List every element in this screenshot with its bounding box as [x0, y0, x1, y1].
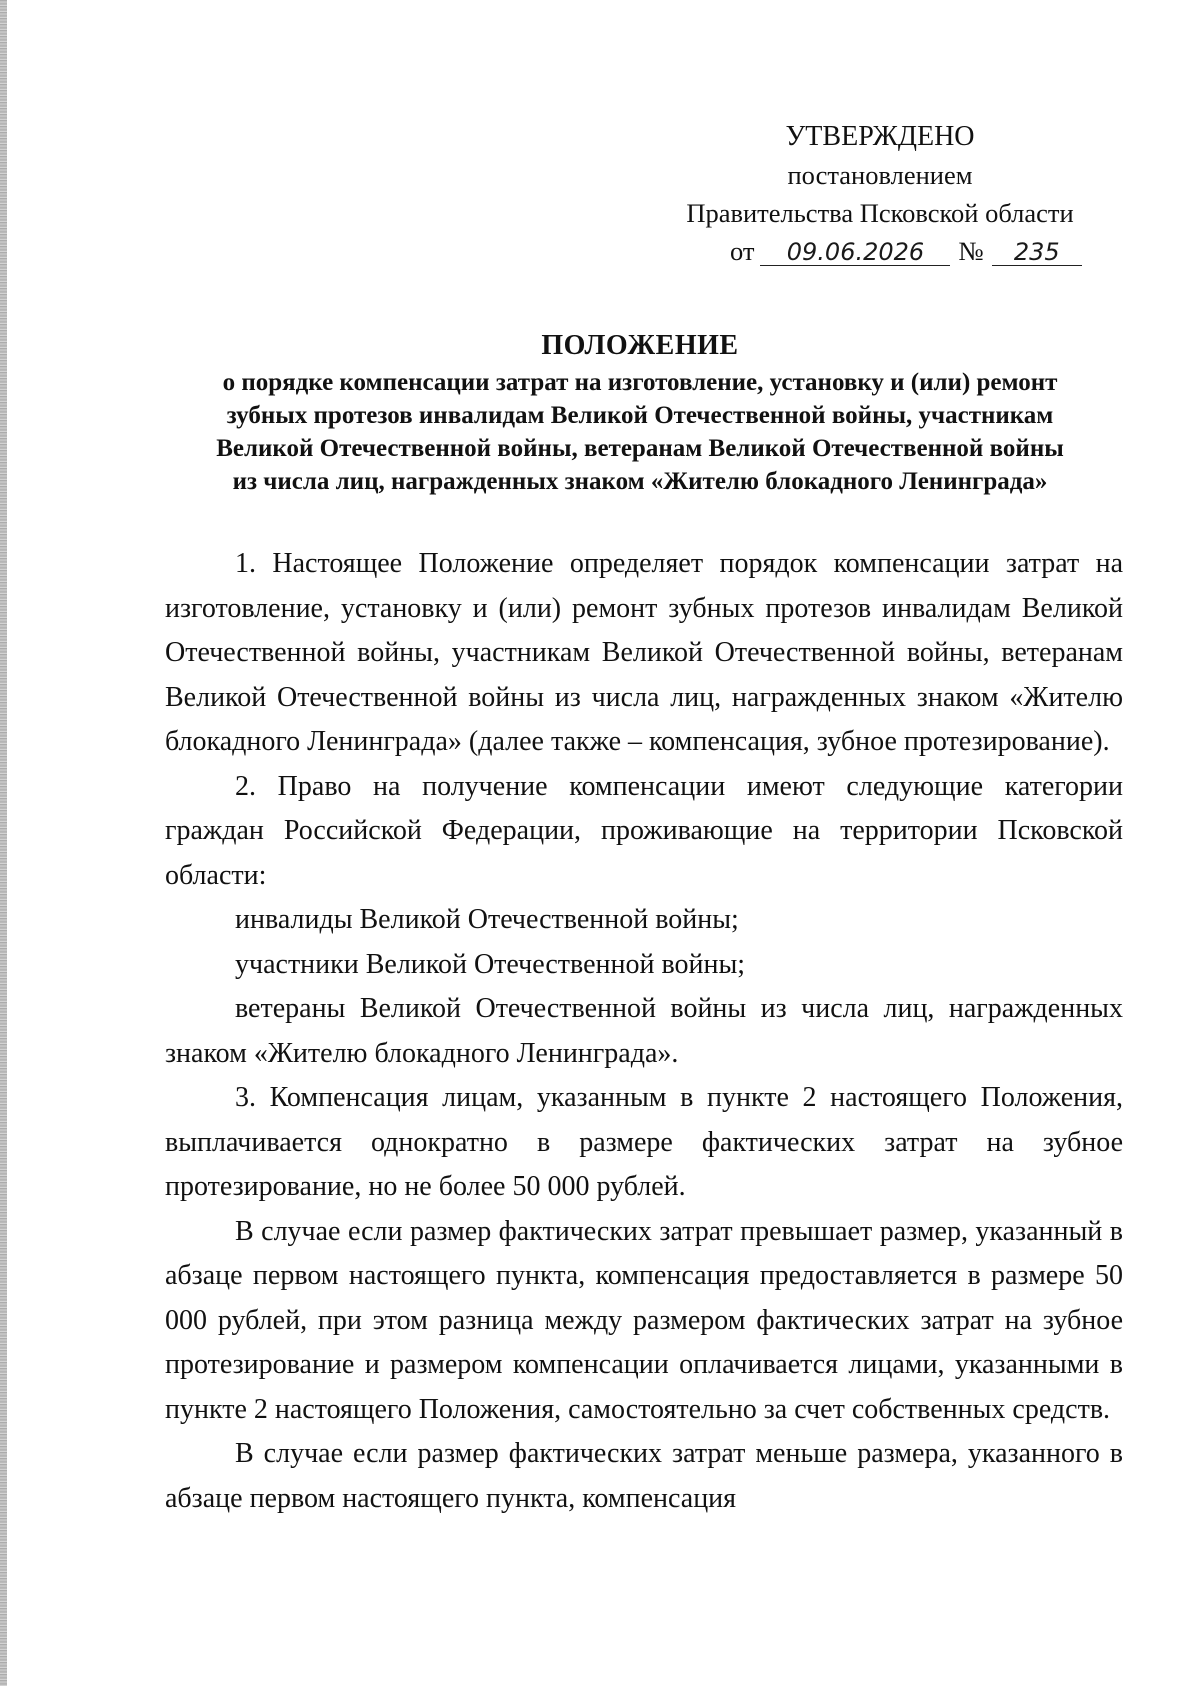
approval-line-2: Правительства Псковской области: [686, 198, 1074, 228]
handwritten-number: 235: [992, 239, 1082, 266]
paragraph-5: В случае если размер фактических затрат меньше размера, указанного в абзаце первом настоящего пункта, компенсация: [165, 1438, 1123, 1514]
number-prefix: №: [958, 236, 984, 266]
paragraph-4: В случае если размер фактических затрат превышает размер, указанный в абзаце первом настоящего пункта, компенсация предоставляется в размере 50 000 рублей, при этом разница между размером фактических затрат на зубное протезирование и размером компенсации оплачивается лицами, указанными в пункте 2 настоящего Положения, самостоятельно за счет собственных средств.: [165, 1215, 1123, 1425]
paragraph-3: 3. Компенсация лицам, указанным в пункте 2 настоящего Положения, выплачивается однократно в размере фактических затрат на зубное протезирование, но не более 50 000 рублей.: [165, 1082, 1123, 1202]
list-item-2: участники Великой Отечественной войны;: [235, 948, 746, 980]
heading-line-1: о порядке компенсации затрат на изготовление, установку и (или) ремонт: [222, 369, 1058, 396]
heading-line-4: из числа лиц, награжденных знаком «Жителю блокадного Ленинграда»: [232, 468, 1048, 495]
approval-title: УТВЕРЖДЕНО: [785, 121, 975, 152]
document-heading: [150, 326, 1130, 498]
document-title: ПОЛОЖЕНИЕ: [541, 330, 739, 361]
document-body: [165, 542, 1123, 1521]
scan-edge: [0, 0, 7, 1686]
heading-line-3: Великой Отечественной войны, ветеранам Великой Отечественной войны: [216, 435, 1064, 462]
handwritten-date: 09.06.2026: [760, 239, 950, 266]
paragraph-2: 2. Право на получение компенсации имеют следующие категории граждан Российской Федерации, проживающие на территории Псковской области:: [165, 770, 1123, 891]
list-item-1: инвалиды Великой Отечественной войны;: [235, 904, 739, 935]
approval-line-1: постановлением: [787, 160, 973, 190]
approval-block: [640, 118, 1120, 270]
heading-line-2: зубных протезов инвалидам Великой Отечественной войны, участникам: [226, 402, 1054, 429]
list-item-3: ветераны Великой Отечественной войны из числа лиц, награжденных знаком «Жителю блокадного Ленинграда».: [165, 993, 1123, 1069]
date-prefix: от: [730, 236, 755, 266]
approval-date-line: [640, 232, 1120, 270]
paragraph-1: 1. Настоящее Положение определяет порядок компенсации затрат на изготовление, установку и (или) ремонт зубных протезов инвалидам Великой Отечественной войны, участникам Великой Отечественной войны, ветеранам Великой Отечественной войны из числа лиц, награжденных знаком «Жителю блокадного Ленинграда» (далее также – компенсация, зубное протезирование).: [165, 548, 1123, 757]
